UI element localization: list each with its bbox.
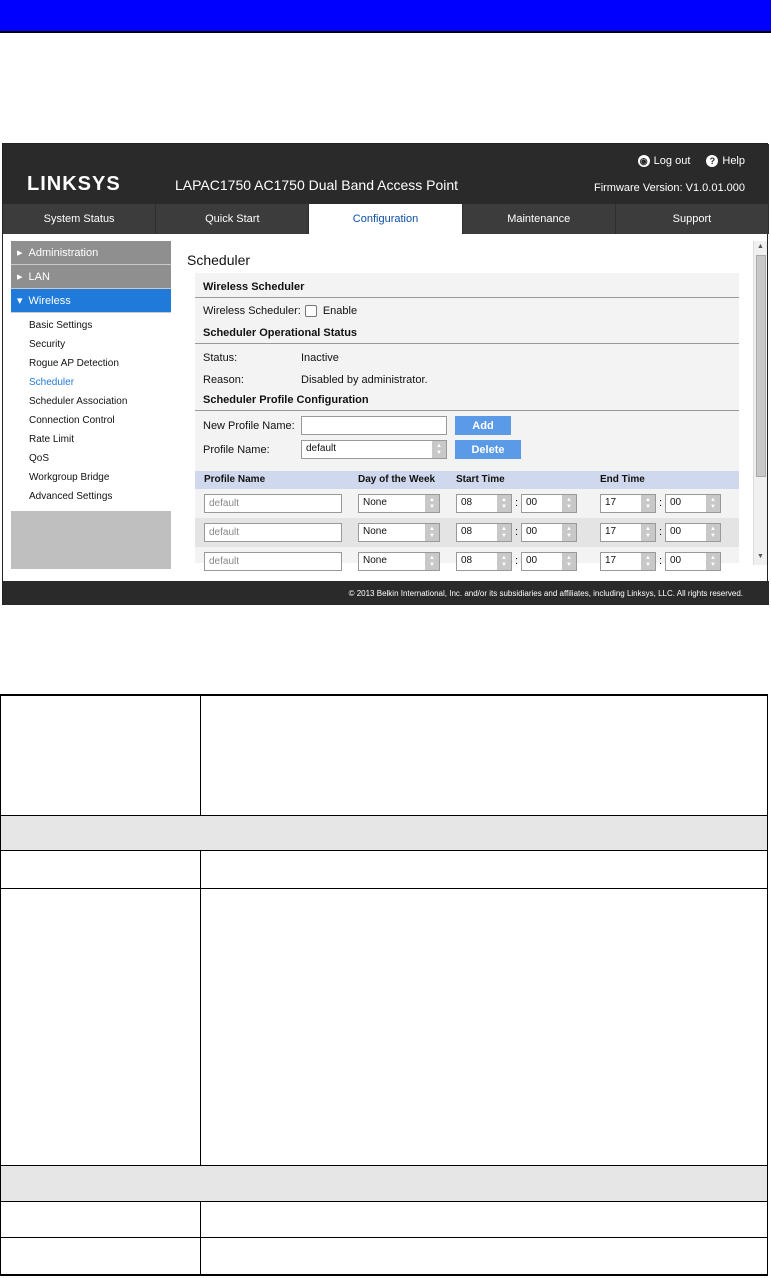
end-hour-value: 17 <box>605 526 617 537</box>
start-minute-select[interactable] <box>521 523 577 542</box>
table-header <box>195 471 739 489</box>
table-rule <box>0 1274 768 1276</box>
new-profile-input[interactable] <box>301 416 447 435</box>
divider <box>195 410 739 411</box>
document-banner <box>0 0 771 33</box>
sidebar-section-label: Wireless <box>28 294 71 307</box>
table-column-divider <box>200 1201 201 1275</box>
table-rule <box>0 815 768 816</box>
table-section-row <box>0 1165 768 1201</box>
status-label: Status: <box>203 352 238 364</box>
start-minute-value: 00 <box>526 526 538 537</box>
updown-arrow-icon: ▲ ▼ <box>425 553 439 570</box>
day-value: None <box>363 555 387 566</box>
start-hour-value: 08 <box>461 526 473 537</box>
sidebar-item-scheduler-association[interactable]: Scheduler Association <box>29 396 128 407</box>
start-minute-select[interactable] <box>521 552 577 571</box>
table-row <box>195 489 739 518</box>
updown-arrow-icon: ▲ ▼ <box>641 524 655 541</box>
profile-name-value: default <box>306 443 337 454</box>
table-rule <box>0 1165 768 1166</box>
router-admin-screenshot <box>2 143 768 605</box>
add-button[interactable]: Add <box>455 416 511 435</box>
col-day-of-week: Day of the Week <box>358 474 436 485</box>
divider <box>195 343 739 344</box>
updown-arrow-icon: ▲ ▼ <box>497 495 511 512</box>
sidebar-item-advanced-settings[interactable]: Advanced Settings <box>29 491 113 502</box>
sidebar-section-label: Administration <box>28 246 99 259</box>
start-hour-select[interactable] <box>456 523 512 542</box>
reason-label: Reason: <box>203 374 244 386</box>
main-content <box>181 241 747 568</box>
lock-icon: ◉ <box>638 155 650 167</box>
tab-configuration[interactable]: Configuration <box>309 204 462 234</box>
product-name: LAPAC1750 AC1750 Dual Band Access Point <box>175 177 459 193</box>
linksys-logo: LINKSYS <box>27 173 121 195</box>
table-right-edge <box>767 694 768 1276</box>
logout-link[interactable] <box>638 155 691 167</box>
operational-status-heading: Scheduler Operational Status <box>203 327 358 339</box>
sidebar-item-scheduler[interactable]: Scheduler <box>29 377 75 388</box>
question-icon: ? <box>706 155 718 167</box>
time-separator: : <box>515 497 519 509</box>
profile-name-cell[interactable]: default <box>204 494 342 513</box>
col-start-time: Start Time <box>456 474 505 485</box>
start-hour-value: 08 <box>461 497 473 508</box>
end-minute-select[interactable] <box>665 523 721 542</box>
table-rule <box>0 694 768 696</box>
updown-arrow-icon: ▲ ▼ <box>432 441 446 458</box>
day-value: None <box>363 526 387 537</box>
triangle-down-icon: ▾ <box>17 295 23 307</box>
end-minute-value: 00 <box>670 555 682 566</box>
profile-name-label: Profile Name: <box>203 444 270 456</box>
time-separator: : <box>515 555 519 567</box>
app-header <box>3 144 769 204</box>
triangle-right-icon: ▸ <box>17 271 23 283</box>
tab-maintenance[interactable]: Maintenance <box>463 204 616 234</box>
sidebar-item-rate-limit[interactable]: Rate Limit <box>29 434 75 445</box>
time-separator: : <box>659 497 663 509</box>
profile-name-cell[interactable]: default <box>204 523 342 542</box>
main-nav <box>3 204 769 234</box>
end-hour-select[interactable] <box>600 494 656 513</box>
end-minute-value: 00 <box>670 497 682 508</box>
status-value: Inactive <box>301 352 339 364</box>
tab-quick-start[interactable]: Quick Start <box>156 204 309 234</box>
table-column-divider <box>200 694 201 815</box>
table-column-divider <box>200 850 201 1165</box>
end-minute-select[interactable] <box>665 494 721 513</box>
col-end-time: End Time <box>600 474 645 485</box>
end-hour-value: 17 <box>605 497 617 508</box>
scheduler-panel <box>195 273 739 568</box>
reason-value: Disabled by administrator. <box>301 374 428 386</box>
sidebar-item-workgroup-bridge[interactable]: Workgroup Bridge <box>29 472 110 483</box>
help-link[interactable] <box>706 155 745 167</box>
start-minute-value: 00 <box>526 497 538 508</box>
profile-config-heading: Scheduler Profile Configuration <box>203 394 369 406</box>
updown-arrow-icon: ▲ ▼ <box>425 495 439 512</box>
day-select[interactable] <box>358 494 440 513</box>
sidebar-section-wireless[interactable] <box>11 289 171 313</box>
day-value: None <box>363 497 387 508</box>
start-minute-value: 00 <box>526 555 538 566</box>
sidebar-section-lan[interactable] <box>11 265 171 289</box>
time-separator: : <box>659 526 663 538</box>
updown-arrow-icon: ▲ ▼ <box>706 524 720 541</box>
updown-arrow-icon: ▲ ▼ <box>641 495 655 512</box>
sidebar-item-qos[interactable]: QoS <box>29 453 50 464</box>
tab-support[interactable]: Support <box>616 204 769 234</box>
start-minute-select[interactable] <box>521 494 577 513</box>
profile-name-cell[interactable]: default <box>204 552 342 571</box>
table-rule <box>0 888 768 889</box>
delete-button[interactable]: Delete <box>455 440 521 459</box>
sidebar-item-connection-control[interactable]: Connection Control <box>29 415 115 426</box>
col-profile-name: Profile Name <box>204 474 266 485</box>
enable-checkbox[interactable] <box>305 305 317 317</box>
start-hour-select[interactable] <box>456 494 512 513</box>
sidebar <box>11 241 171 569</box>
updown-arrow-icon: ▲ ▼ <box>562 495 576 512</box>
new-profile-label: New Profile Name: <box>203 420 295 432</box>
updown-arrow-icon: ▲ ▼ <box>641 553 655 570</box>
table-section-row <box>0 815 768 850</box>
table-rule <box>0 1201 768 1202</box>
scroll-up-icon[interactable]: ▲ <box>757 243 764 250</box>
document-table <box>0 694 768 1278</box>
end-hour-value: 17 <box>605 555 617 566</box>
start-hour-value: 08 <box>461 555 473 566</box>
wireless-scheduler-heading: Wireless Scheduler <box>203 281 305 293</box>
page-footer <box>3 581 769 605</box>
updown-arrow-icon: ▲ ▼ <box>706 553 720 570</box>
updown-arrow-icon: ▲ ▼ <box>497 553 511 570</box>
updown-arrow-icon: ▲ ▼ <box>425 524 439 541</box>
end-hour-select[interactable] <box>600 552 656 571</box>
page-title: Scheduler <box>187 252 251 268</box>
day-select[interactable] <box>358 523 440 542</box>
copyright-text: © 2013 Belkin International, Inc. and/or its subsidiaries and affiliates, including Linksys, LLC. All rights reserved. <box>348 588 743 598</box>
time-separator: : <box>515 526 519 538</box>
updown-arrow-icon: ▲ ▼ <box>497 524 511 541</box>
updown-arrow-icon: ▲ ▼ <box>562 553 576 570</box>
start-hour-select[interactable] <box>456 552 512 571</box>
end-hour-select[interactable] <box>600 523 656 542</box>
sidebar-section-label: LAN <box>28 270 50 283</box>
table-row <box>195 547 739 576</box>
vertical-scrollbar[interactable] <box>753 241 767 565</box>
table-rule <box>0 850 768 851</box>
updown-arrow-icon: ▲ ▼ <box>562 524 576 541</box>
firmware-version: Firmware Version: V1.0.01.000 <box>593 182 745 194</box>
divider <box>195 297 739 298</box>
enable-label: Enable <box>322 305 358 317</box>
wireless-scheduler-label: Wireless Scheduler: <box>203 305 301 317</box>
logout-label: Log out <box>653 155 691 167</box>
table-row <box>195 518 739 547</box>
profile-name-select[interactable] <box>301 440 447 459</box>
sidebar-section-administration[interactable] <box>11 241 171 265</box>
triangle-right-icon: ▸ <box>17 247 23 259</box>
day-select[interactable] <box>358 552 440 571</box>
wireless-submenu <box>11 313 171 511</box>
table-left-edge <box>0 694 1 1276</box>
table-rule <box>0 1237 768 1238</box>
help-label: Help <box>722 155 745 167</box>
wireless-scheduler-row <box>203 305 357 317</box>
end-minute-value: 00 <box>670 526 682 537</box>
header-links <box>638 155 745 167</box>
scroll-thumb[interactable] <box>756 255 766 477</box>
sidebar-item-security[interactable]: Security <box>29 339 66 350</box>
end-minute-select[interactable] <box>665 552 721 571</box>
sidebar-item-basic-settings[interactable]: Basic Settings <box>29 320 93 331</box>
scroll-down-icon[interactable]: ▼ <box>757 553 764 560</box>
tab-system-status[interactable]: System Status <box>3 204 156 234</box>
updown-arrow-icon: ▲ ▼ <box>706 495 720 512</box>
sidebar-item-rogue-ap-detection[interactable]: Rogue AP Detection <box>29 358 119 369</box>
time-separator: : <box>659 555 663 567</box>
